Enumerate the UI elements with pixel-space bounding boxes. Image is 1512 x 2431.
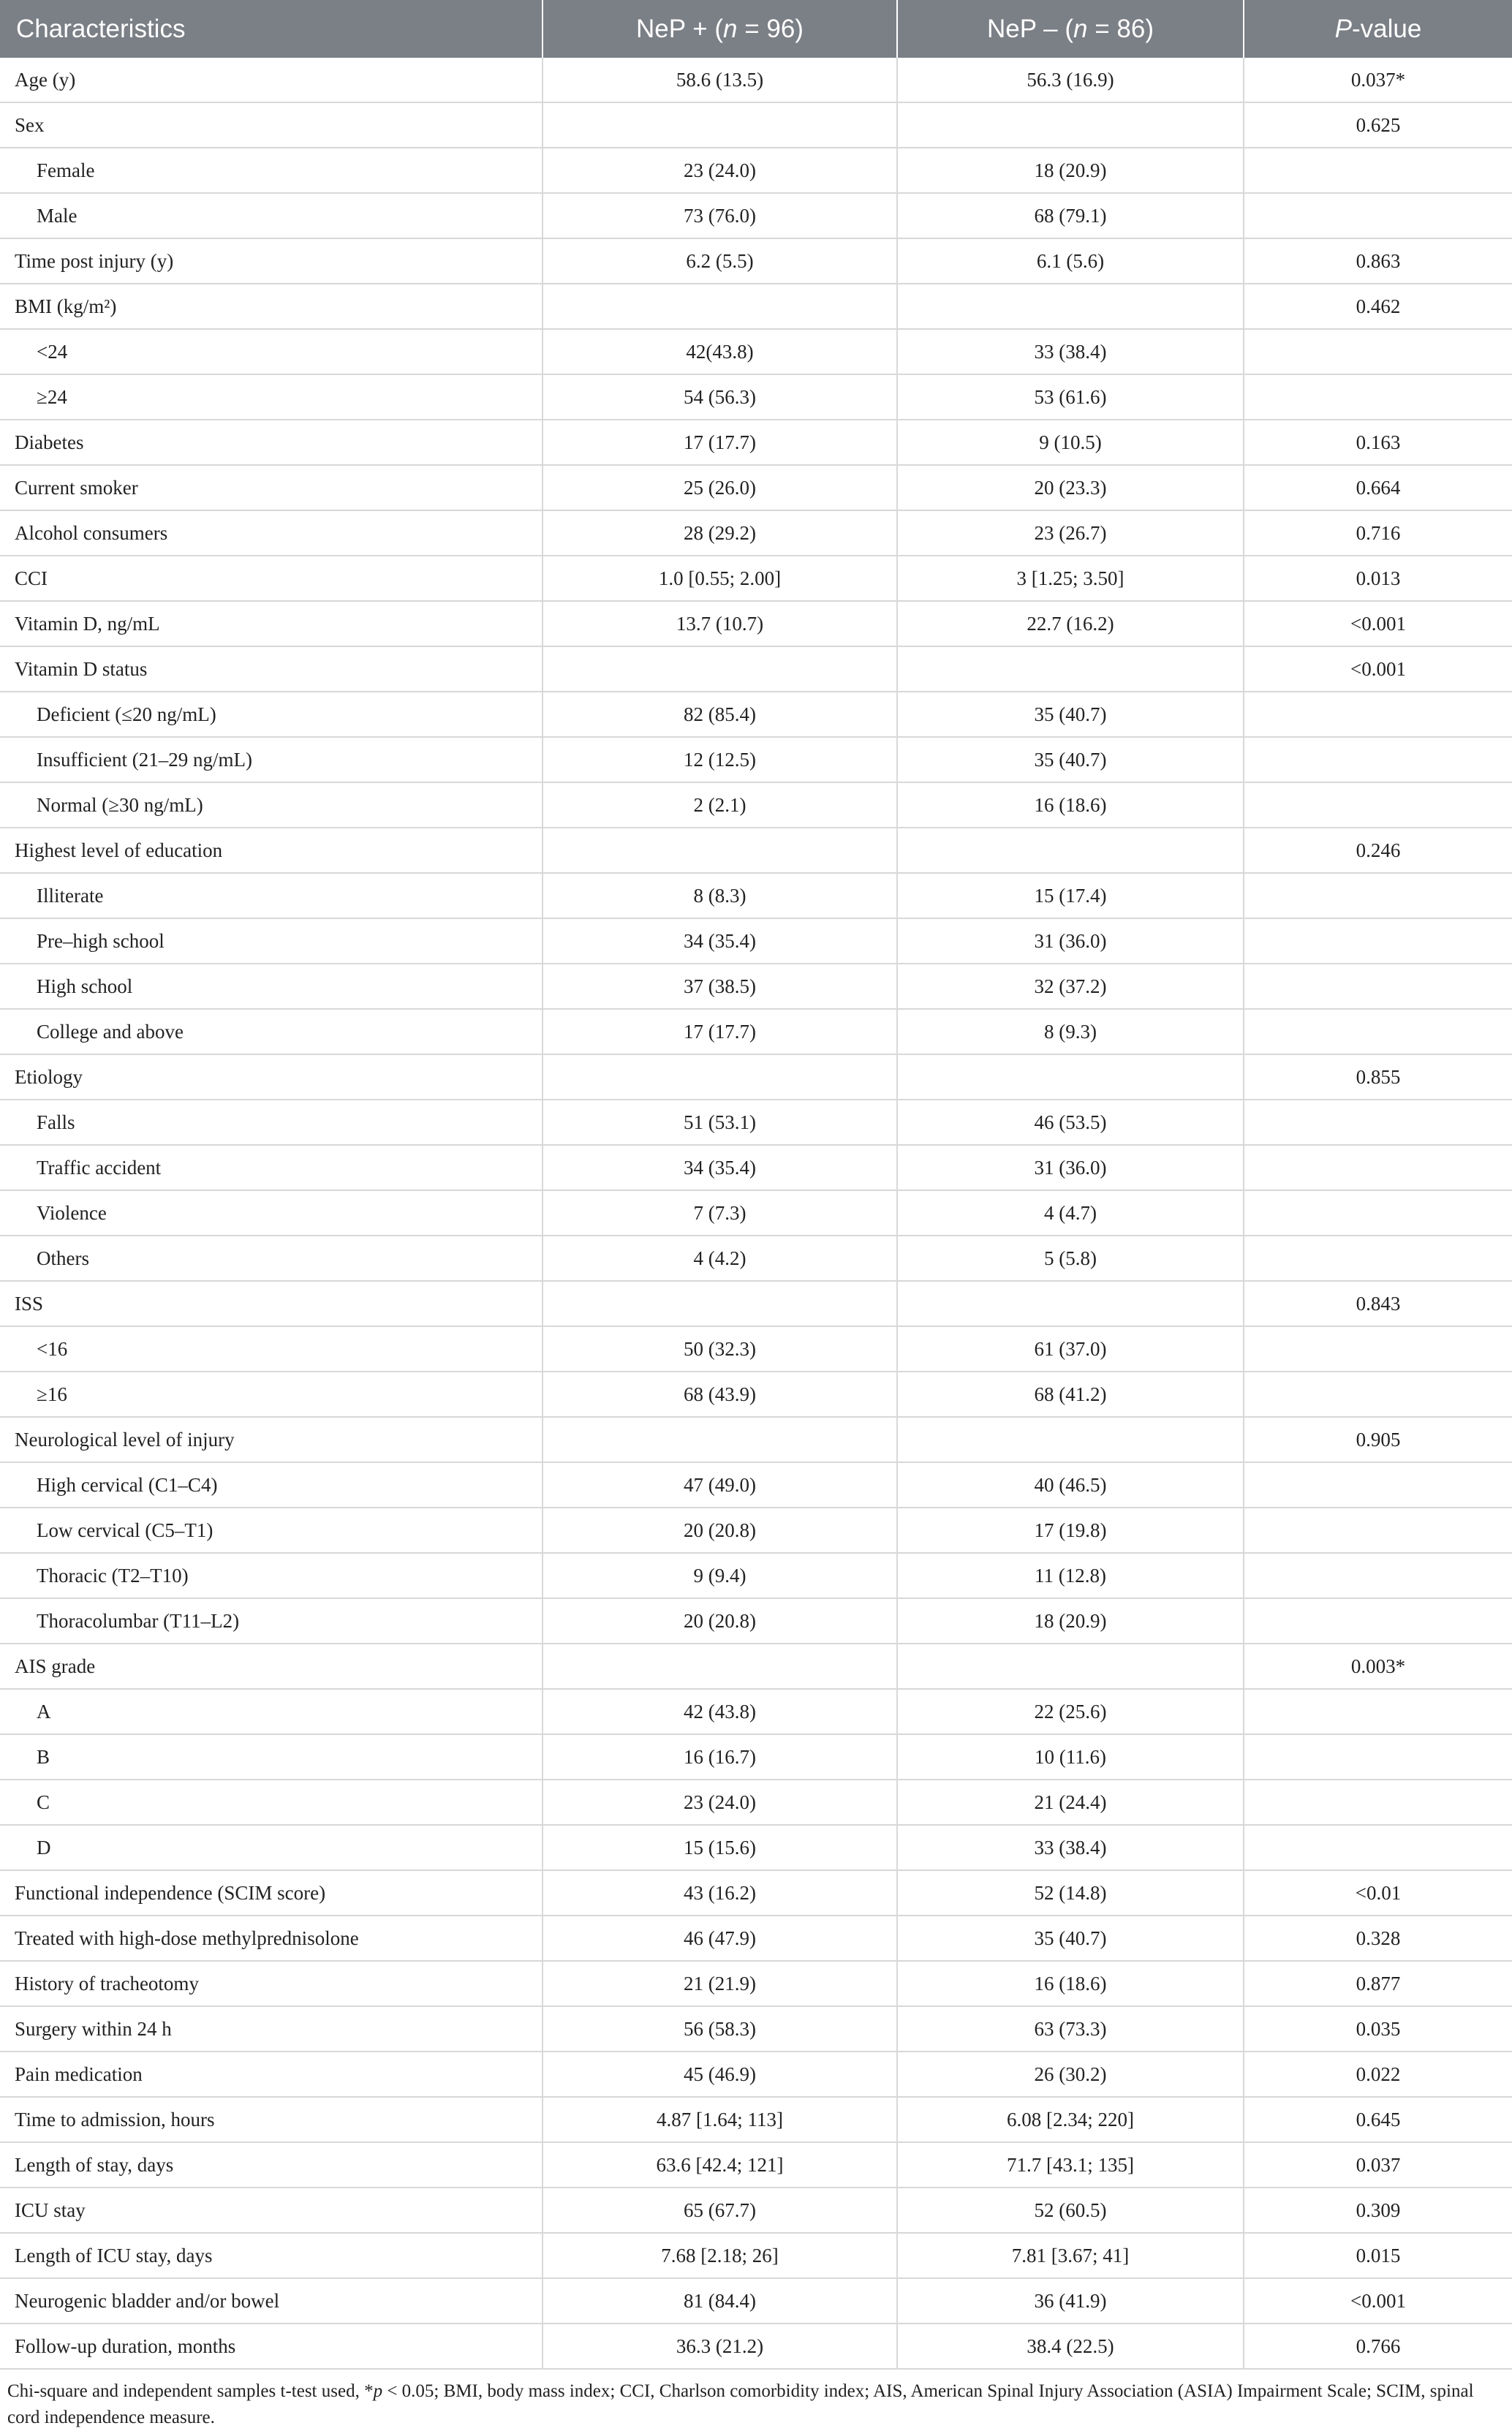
cell-nep-positive: 13.7 (10.7) xyxy=(543,601,897,646)
cell-nep-negative: 4 (4.7) xyxy=(897,1190,1244,1236)
cell-nep-negative xyxy=(897,284,1244,329)
cell-nep-positive: 21 (21.9) xyxy=(543,1961,897,2006)
cell-characteristic: Deficient (≤20 ng/mL) xyxy=(0,692,543,737)
table-row xyxy=(0,601,1512,646)
table-row xyxy=(0,1462,1512,1508)
table-row xyxy=(0,692,1512,737)
cell-characteristic: Violence xyxy=(0,1190,543,1236)
cell-nep-positive: 63.6 [42.4; 121] xyxy=(543,2142,897,2188)
cell-nep-positive: 4.87 [1.64; 113] xyxy=(543,2097,897,2142)
cell-p-value xyxy=(1244,1462,1512,1508)
cell-nep-positive: 25 (26.0) xyxy=(543,465,897,510)
cell-p-value xyxy=(1244,1372,1512,1417)
cell-p-value: 0.022 xyxy=(1244,2052,1512,2097)
table-row xyxy=(0,58,1512,102)
header-characteristics: Characteristics xyxy=(0,0,543,58)
cell-nep-positive: 50 (32.3) xyxy=(543,1326,897,1372)
table-row xyxy=(0,510,1512,556)
cell-characteristic: A xyxy=(0,1689,543,1734)
cell-characteristic: Male xyxy=(0,193,543,238)
table-header xyxy=(0,0,1512,58)
cell-p-value xyxy=(1244,1236,1512,1281)
cell-p-value: <0.001 xyxy=(1244,646,1512,692)
cell-characteristic: College and above xyxy=(0,1009,543,1054)
cell-p-value xyxy=(1244,1780,1512,1825)
footnote-part1: Chi-square and independent samples t-test used, * xyxy=(7,2381,374,2401)
cell-p-value: 0.309 xyxy=(1244,2188,1512,2233)
cell-characteristic: D xyxy=(0,1825,543,1870)
table-row xyxy=(0,2278,1512,2324)
cell-nep-negative: 22.7 (16.2) xyxy=(897,601,1244,646)
cell-nep-positive: 46 (47.9) xyxy=(543,1916,897,1961)
table-row xyxy=(0,1372,1512,1417)
header-p-suffix: -value xyxy=(1352,14,1422,43)
table-row xyxy=(0,1417,1512,1462)
cell-nep-negative: 3 [1.25; 3.50] xyxy=(897,556,1244,601)
table-row xyxy=(0,465,1512,510)
table-row xyxy=(0,2324,1512,2369)
cell-p-value: 0.863 xyxy=(1244,238,1512,284)
cell-characteristic: ≥16 xyxy=(0,1372,543,1417)
footnote-p-italic: p xyxy=(373,2381,383,2401)
cell-p-value: 0.716 xyxy=(1244,510,1512,556)
cell-nep-positive: 6.2 (5.5) xyxy=(543,238,897,284)
header-nep-positive-prefix: NeP + ( xyxy=(636,14,724,43)
table-row xyxy=(0,2052,1512,2097)
cell-nep-positive: 37 (38.5) xyxy=(543,964,897,1009)
cell-characteristic: Vitamin D, ng/mL xyxy=(0,601,543,646)
cell-characteristic: Thoracolumbar (T11–L2) xyxy=(0,1598,543,1644)
cell-p-value: <0.01 xyxy=(1244,1870,1512,1916)
cell-nep-positive: 9 (9.4) xyxy=(543,1553,897,1598)
header-p-value xyxy=(1244,0,1512,58)
cell-nep-negative: 63 (73.3) xyxy=(897,2006,1244,2052)
cell-p-value xyxy=(1244,1598,1512,1644)
cell-nep-positive: 45 (46.9) xyxy=(543,2052,897,2097)
cell-p-value: <0.001 xyxy=(1244,601,1512,646)
cell-characteristic: Insufficient (21–29 ng/mL) xyxy=(0,737,543,782)
table-row xyxy=(0,193,1512,238)
cell-nep-positive: 7.68 [2.18; 26] xyxy=(543,2233,897,2278)
cell-nep-negative: 56.3 (16.9) xyxy=(897,58,1244,102)
cell-nep-negative: 33 (38.4) xyxy=(897,329,1244,374)
table-footnote xyxy=(0,2370,1505,2431)
cell-p-value xyxy=(1244,1100,1512,1145)
cell-nep-negative: 52 (60.5) xyxy=(897,2188,1244,2233)
cell-nep-negative: 52 (14.8) xyxy=(897,1870,1244,1916)
table-row xyxy=(0,148,1512,193)
cell-nep-positive xyxy=(543,102,897,148)
cell-nep-negative: 17 (19.8) xyxy=(897,1508,1244,1553)
cell-nep-negative xyxy=(897,1417,1244,1462)
table-row xyxy=(0,1734,1512,1780)
cell-p-value xyxy=(1244,1190,1512,1236)
table-row xyxy=(0,1145,1512,1190)
cell-characteristic: Alcohol consumers xyxy=(0,510,543,556)
cell-nep-positive: 65 (67.7) xyxy=(543,2188,897,2233)
cell-p-value xyxy=(1244,692,1512,737)
cell-p-value xyxy=(1244,1009,1512,1054)
cell-p-value: 0.905 xyxy=(1244,1417,1512,1462)
cell-characteristic: Thoracic (T2–T10) xyxy=(0,1553,543,1598)
cell-characteristic: Diabetes xyxy=(0,420,543,465)
table-row xyxy=(0,329,1512,374)
table-row xyxy=(0,1054,1512,1100)
cell-nep-positive: 34 (35.4) xyxy=(543,1145,897,1190)
cell-p-value xyxy=(1244,1326,1512,1372)
table-row xyxy=(0,964,1512,1009)
cell-p-value xyxy=(1244,873,1512,918)
cell-characteristic: Current smoker xyxy=(0,465,543,510)
cell-p-value: 0.855 xyxy=(1244,1054,1512,1100)
cell-p-value: 0.462 xyxy=(1244,284,1512,329)
cell-nep-negative: 53 (61.6) xyxy=(897,374,1244,420)
cell-nep-negative: 31 (36.0) xyxy=(897,918,1244,964)
cell-p-value: 0.015 xyxy=(1244,2233,1512,2278)
table-row xyxy=(0,1281,1512,1326)
table-row xyxy=(0,2233,1512,2278)
cell-nep-positive: 56 (58.3) xyxy=(543,2006,897,2052)
cell-nep-negative: 18 (20.9) xyxy=(897,148,1244,193)
cell-characteristic: B xyxy=(0,1734,543,1780)
cell-nep-negative: 16 (18.6) xyxy=(897,782,1244,828)
cell-nep-negative: 23 (26.7) xyxy=(897,510,1244,556)
cell-nep-negative: 40 (46.5) xyxy=(897,1462,1244,1508)
cell-characteristic: Length of ICU stay, days xyxy=(0,2233,543,2278)
table-row xyxy=(0,782,1512,828)
cell-nep-negative: 15 (17.4) xyxy=(897,873,1244,918)
cell-p-value xyxy=(1244,964,1512,1009)
cell-nep-positive xyxy=(543,1281,897,1326)
cell-p-value: 0.035 xyxy=(1244,2006,1512,2052)
cell-p-value xyxy=(1244,1689,1512,1734)
cell-nep-negative xyxy=(897,646,1244,692)
cell-characteristic: Female xyxy=(0,148,543,193)
table-row xyxy=(0,2188,1512,2233)
cell-nep-negative: 16 (18.6) xyxy=(897,1961,1244,2006)
table-row xyxy=(0,1598,1512,1644)
cell-p-value xyxy=(1244,918,1512,964)
cell-characteristic: BMI (kg/m²) xyxy=(0,284,543,329)
table-row xyxy=(0,1961,1512,2006)
cell-nep-negative: 22 (25.6) xyxy=(897,1689,1244,1734)
table-row xyxy=(0,1870,1512,1916)
cell-nep-negative: 35 (40.7) xyxy=(897,737,1244,782)
cell-nep-positive: 2 (2.1) xyxy=(543,782,897,828)
cell-characteristic: Time to admission, hours xyxy=(0,2097,543,2142)
table-row xyxy=(0,873,1512,918)
cell-nep-positive xyxy=(543,1054,897,1100)
cell-nep-negative: 38.4 (22.5) xyxy=(897,2324,1244,2369)
cell-nep-positive xyxy=(543,284,897,329)
cell-nep-negative: 46 (53.5) xyxy=(897,1100,1244,1145)
cell-p-value xyxy=(1244,1508,1512,1553)
cell-characteristic: AIS grade xyxy=(0,1644,543,1689)
cell-nep-negative: 26 (30.2) xyxy=(897,2052,1244,2097)
cell-nep-negative: 18 (20.9) xyxy=(897,1598,1244,1644)
cell-p-value: 0.843 xyxy=(1244,1281,1512,1326)
cell-characteristic: Follow-up duration, months xyxy=(0,2324,543,2369)
cell-characteristic: Age (y) xyxy=(0,58,543,102)
table-row xyxy=(0,828,1512,873)
cell-p-value xyxy=(1244,782,1512,828)
cell-nep-positive: 58.6 (13.5) xyxy=(543,58,897,102)
header-nep-positive-suffix: = 96) xyxy=(737,14,804,43)
cell-p-value: 0.645 xyxy=(1244,2097,1512,2142)
cell-p-value: 0.766 xyxy=(1244,2324,1512,2369)
table-row xyxy=(0,1780,1512,1825)
table-row xyxy=(0,1326,1512,1372)
table-row xyxy=(0,238,1512,284)
cell-p-value: 0.246 xyxy=(1244,828,1512,873)
cell-characteristic: Neurogenic bladder and/or bowel xyxy=(0,2278,543,2324)
cell-nep-positive xyxy=(543,646,897,692)
table-row xyxy=(0,646,1512,692)
cell-characteristic: Time post injury (y) xyxy=(0,238,543,284)
cell-nep-negative: 32 (37.2) xyxy=(897,964,1244,1009)
cell-nep-negative: 71.7 [43.1; 135] xyxy=(897,2142,1244,2188)
table-row xyxy=(0,284,1512,329)
cell-characteristic: High school xyxy=(0,964,543,1009)
cell-nep-positive: 73 (76.0) xyxy=(543,193,897,238)
cell-characteristic: Etiology xyxy=(0,1054,543,1100)
cell-nep-negative: 31 (36.0) xyxy=(897,1145,1244,1190)
cell-characteristic: Normal (≥30 ng/mL) xyxy=(0,782,543,828)
table-row xyxy=(0,1553,1512,1598)
cell-characteristic: Highest level of education xyxy=(0,828,543,873)
cell-nep-negative: 6.08 [2.34; 220] xyxy=(897,2097,1244,2142)
table-row xyxy=(0,1825,1512,1870)
cell-p-value xyxy=(1244,329,1512,374)
cell-nep-positive xyxy=(543,828,897,873)
table-row xyxy=(0,1916,1512,1961)
table-row xyxy=(0,1644,1512,1689)
cell-nep-positive: 8 (8.3) xyxy=(543,873,897,918)
cell-characteristic: ICU stay xyxy=(0,2188,543,2233)
cell-nep-negative xyxy=(897,1644,1244,1689)
table-body xyxy=(0,58,1512,2369)
header-nep-negative-prefix: NeP – ( xyxy=(987,14,1074,43)
cell-nep-positive: 36.3 (21.2) xyxy=(543,2324,897,2369)
cell-nep-positive: 47 (49.0) xyxy=(543,1462,897,1508)
cell-characteristic: History of tracheotomy xyxy=(0,1961,543,2006)
cell-p-value: 0.163 xyxy=(1244,420,1512,465)
header-nep-negative-suffix: = 86) xyxy=(1087,14,1154,43)
table-row xyxy=(0,556,1512,601)
cell-characteristic: ≥24 xyxy=(0,374,543,420)
cell-p-value: 0.625 xyxy=(1244,102,1512,148)
header-nep-negative-n: n xyxy=(1073,14,1088,43)
cell-nep-positive: 43 (16.2) xyxy=(543,1870,897,1916)
table-row xyxy=(0,2006,1512,2052)
cell-p-value: 0.877 xyxy=(1244,1961,1512,2006)
table-row xyxy=(0,1009,1512,1054)
cell-characteristic: Surgery within 24 h xyxy=(0,2006,543,2052)
table-row xyxy=(0,102,1512,148)
cell-nep-negative: 11 (12.8) xyxy=(897,1553,1244,1598)
cell-nep-positive: 42(43.8) xyxy=(543,329,897,374)
cell-p-value xyxy=(1244,1734,1512,1780)
header-row xyxy=(0,0,1512,58)
cell-p-value: <0.001 xyxy=(1244,2278,1512,2324)
cell-nep-positive: 16 (16.7) xyxy=(543,1734,897,1780)
cell-nep-negative: 5 (5.8) xyxy=(897,1236,1244,1281)
cell-characteristic: Traffic accident xyxy=(0,1145,543,1190)
cell-characteristic: ISS xyxy=(0,1281,543,1326)
cell-nep-positive: 1.0 [0.55; 2.00] xyxy=(543,556,897,601)
cell-p-value: 0.003* xyxy=(1244,1644,1512,1689)
cell-nep-negative: 21 (24.4) xyxy=(897,1780,1244,1825)
cell-characteristic: Neurological level of injury xyxy=(0,1417,543,1462)
cell-nep-negative xyxy=(897,828,1244,873)
cell-p-value: 0.037 xyxy=(1244,2142,1512,2188)
cell-characteristic: Pain medication xyxy=(0,2052,543,2097)
cell-characteristic: Vitamin D status xyxy=(0,646,543,692)
cell-p-value xyxy=(1244,1145,1512,1190)
cell-nep-negative: 35 (40.7) xyxy=(897,1916,1244,1961)
cell-nep-negative: 20 (23.3) xyxy=(897,465,1244,510)
cell-p-value xyxy=(1244,737,1512,782)
cell-characteristic: CCI xyxy=(0,556,543,601)
cell-nep-positive: 68 (43.9) xyxy=(543,1372,897,1417)
cell-nep-positive: 15 (15.6) xyxy=(543,1825,897,1870)
cell-nep-negative: 35 (40.7) xyxy=(897,692,1244,737)
cell-nep-positive: 4 (4.2) xyxy=(543,1236,897,1281)
header-nep-positive xyxy=(543,0,897,58)
cell-nep-negative: 10 (11.6) xyxy=(897,1734,1244,1780)
cell-p-value xyxy=(1244,374,1512,420)
cell-nep-positive: 51 (53.1) xyxy=(543,1100,897,1145)
footnote-part2: < 0.05; BMI, body mass index; CCI, Charlson comorbidity index; AIS, American Spinal Injury Association (ASIA) Impairment Scale; SCIM, spinal cord independence measure. xyxy=(7,2381,1474,2427)
table-row xyxy=(0,374,1512,420)
cell-nep-positive: 82 (85.4) xyxy=(543,692,897,737)
cell-characteristic: <16 xyxy=(0,1326,543,1372)
cell-characteristic: Length of stay, days xyxy=(0,2142,543,2188)
cell-nep-positive: 54 (56.3) xyxy=(543,374,897,420)
table-row xyxy=(0,1236,1512,1281)
cell-nep-negative xyxy=(897,1054,1244,1100)
cell-p-value xyxy=(1244,193,1512,238)
cell-nep-negative: 61 (37.0) xyxy=(897,1326,1244,1372)
cell-p-value: 0.013 xyxy=(1244,556,1512,601)
cell-nep-negative xyxy=(897,1281,1244,1326)
cell-nep-positive: 7 (7.3) xyxy=(543,1190,897,1236)
cell-nep-positive: 20 (20.8) xyxy=(543,1598,897,1644)
cell-nep-positive: 17 (17.7) xyxy=(543,420,897,465)
table-row xyxy=(0,1190,1512,1236)
cell-nep-negative: 33 (38.4) xyxy=(897,1825,1244,1870)
table-row xyxy=(0,1689,1512,1734)
cell-nep-positive xyxy=(543,1644,897,1689)
cell-nep-negative xyxy=(897,102,1244,148)
cell-nep-positive: 23 (24.0) xyxy=(543,148,897,193)
cell-nep-negative: 9 (10.5) xyxy=(897,420,1244,465)
header-p-letter: P xyxy=(1334,14,1353,43)
cell-nep-positive: 28 (29.2) xyxy=(543,510,897,556)
cell-characteristic: C xyxy=(0,1780,543,1825)
table-row xyxy=(0,420,1512,465)
cell-p-value xyxy=(1244,1553,1512,1598)
cell-nep-positive: 17 (17.7) xyxy=(543,1009,897,1054)
cell-characteristic: Sex xyxy=(0,102,543,148)
cell-nep-positive: 34 (35.4) xyxy=(543,918,897,964)
cell-characteristic: <24 xyxy=(0,329,543,374)
cell-p-value: 0.328 xyxy=(1244,1916,1512,1961)
table-row xyxy=(0,737,1512,782)
cell-characteristic: Illiterate xyxy=(0,873,543,918)
table-row xyxy=(0,1100,1512,1145)
cell-characteristic: Others xyxy=(0,1236,543,1281)
table-row xyxy=(0,1508,1512,1553)
table-row xyxy=(0,2142,1512,2188)
cell-characteristic: Low cervical (C5–T1) xyxy=(0,1508,543,1553)
table-row xyxy=(0,2097,1512,2142)
table-row xyxy=(0,918,1512,964)
cell-nep-negative: 68 (79.1) xyxy=(897,193,1244,238)
cell-characteristic: Treated with high-dose methylprednisolone xyxy=(0,1916,543,1961)
cell-nep-negative: 6.1 (5.6) xyxy=(897,238,1244,284)
cell-characteristic: High cervical (C1–C4) xyxy=(0,1462,543,1508)
cell-nep-positive xyxy=(543,1417,897,1462)
cell-nep-positive: 81 (84.4) xyxy=(543,2278,897,2324)
header-nep-positive-n: n xyxy=(723,14,738,43)
cell-nep-positive: 23 (24.0) xyxy=(543,1780,897,1825)
cell-p-value xyxy=(1244,148,1512,193)
cell-nep-negative: 36 (41.9) xyxy=(897,2278,1244,2324)
cell-nep-negative: 8 (9.3) xyxy=(897,1009,1244,1054)
cell-p-value xyxy=(1244,1825,1512,1870)
cell-p-value: 0.037* xyxy=(1244,58,1512,102)
cell-nep-negative: 7.81 [3.67; 41] xyxy=(897,2233,1244,2278)
cell-nep-positive: 20 (20.8) xyxy=(543,1508,897,1553)
cell-characteristic: Pre–high school xyxy=(0,918,543,964)
cell-characteristic: Functional independence (SCIM score) xyxy=(0,1870,543,1916)
cell-characteristic: Falls xyxy=(0,1100,543,1145)
cell-nep-positive: 42 (43.8) xyxy=(543,1689,897,1734)
header-nep-negative xyxy=(897,0,1244,58)
cell-p-value: 0.664 xyxy=(1244,465,1512,510)
cell-nep-positive: 12 (12.5) xyxy=(543,737,897,782)
cell-nep-negative: 68 (41.2) xyxy=(897,1372,1244,1417)
